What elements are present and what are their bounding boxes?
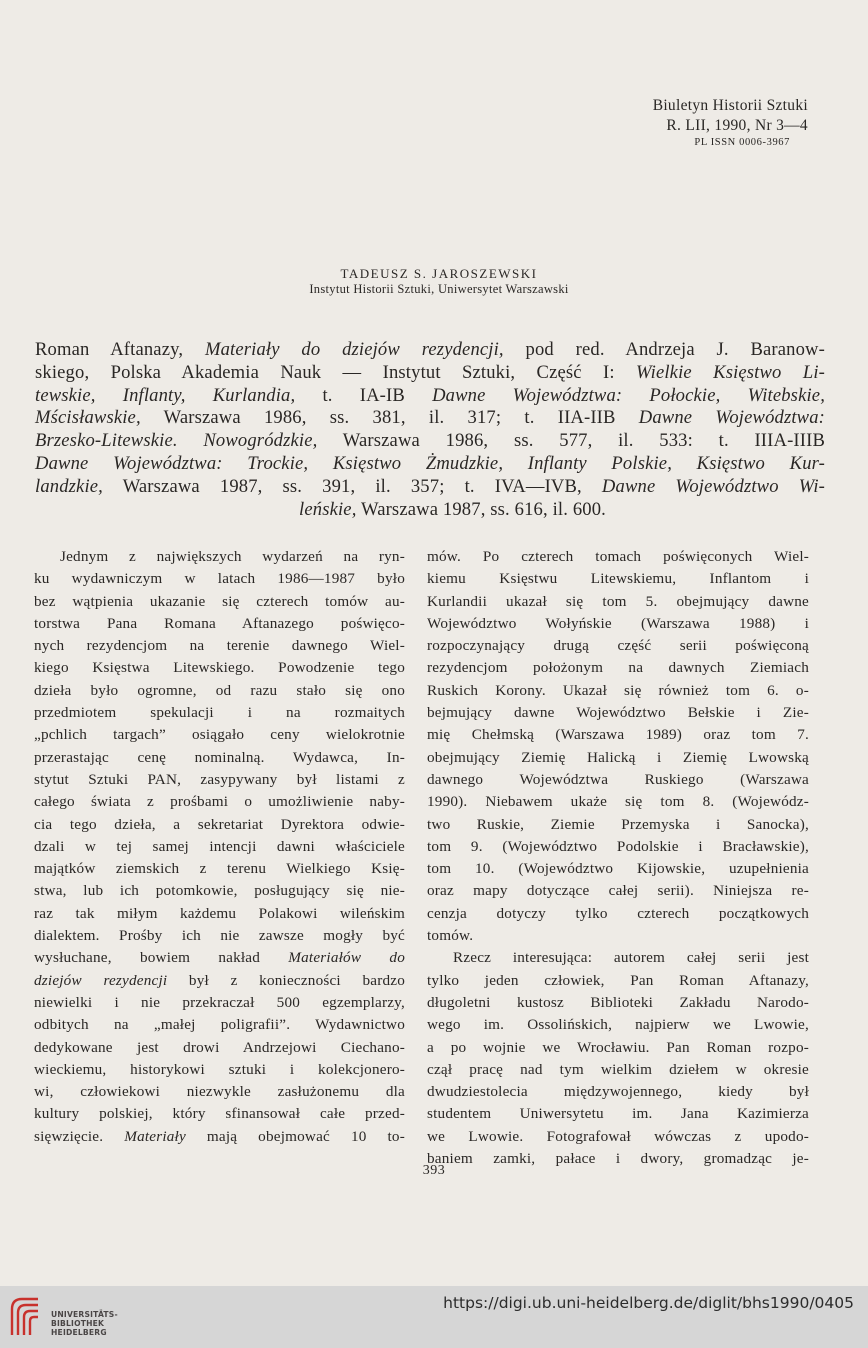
library-logo[interactable] (8, 1295, 118, 1341)
text-line (35, 339, 825, 362)
text-line (427, 702, 809, 724)
heidelberg-library-logo-icon (8, 1295, 42, 1339)
text-line (427, 1059, 809, 1081)
left-column-text (34, 546, 405, 1148)
page-number: 393 (422, 1163, 446, 1178)
text-line (35, 476, 825, 499)
text-line (427, 1081, 809, 1103)
text-line (34, 702, 405, 724)
text-segment: tom 9. (Województwo Podolskie i Bracławskie), (427, 837, 809, 855)
italic-text: Materiały (124, 1127, 186, 1145)
text-segment: czął pracę nad tym wielkim dziełem w okresie (427, 1060, 809, 1078)
text-segment: rezydencjom położonym na dawnych Ziemiach (427, 659, 809, 677)
text-segment: wego im. Ossolińskich, najpierw we Lwowie, (427, 1016, 809, 1034)
library-name-line-2: BIBLIOTHEK (51, 1319, 105, 1329)
text-segment: całego świata z prośbami o umożliwienie naby- (34, 793, 405, 811)
text-line (34, 814, 405, 836)
author-affiliation: Instytut Historii Sztuki, Uniwersytet Warszawski (309, 282, 569, 296)
text-segment: Warszawa 1986, ss. 381, il. 317; t. IIA-IIB (140, 407, 639, 429)
library-name-line-3: HEIDELBERG (51, 1328, 107, 1338)
text-line (34, 880, 405, 902)
text-segment: „pchlich targach” osiągało ceny wielokrotnie (34, 726, 405, 744)
text-line (34, 657, 405, 679)
text-segment: mają obejmować 10 to- (185, 1127, 405, 1145)
text-segment: Warszawa 1987, ss. 616, il. 600. (356, 498, 606, 520)
italic-text: Brzesko-Litewskie. Nowogródzkie, (35, 430, 318, 452)
text-line (427, 635, 809, 657)
italic-text: tewskie, Inflanty, Kurlandia, (35, 384, 296, 406)
text-segment: mów. Po czterech tomach poświęconych Wiel- (427, 548, 809, 565)
text-line (34, 568, 405, 590)
text-line (427, 925, 809, 947)
text-line (427, 814, 809, 836)
text-segment: majątków ziemskich z terenu Wielkiego Księ- (34, 860, 405, 878)
text-segment: Warszawa 1986, ss. 577, il. 533: t. IIIA-IIIB (317, 430, 825, 452)
text-segment: stwa, lub ich potomkowie, posługujący się nie- (34, 882, 405, 900)
text-line (34, 769, 405, 791)
author-name: TADEUSZ S. JAROSZEWSKI (340, 266, 538, 281)
journal-title: Biuletyn Historii Sztuki (652, 97, 808, 114)
text-segment: tylko jeden człowiek, Pan Roman Aftanazy, (427, 971, 809, 989)
text-segment: kiego Księstwa Litewskiego. Powodzenie tego (34, 659, 405, 677)
text-segment: nych rezydencjom na terenie dawnego Wiel- (34, 637, 405, 655)
text-segment: bez wątpienia ukazanie się czterech tomów au- (34, 592, 405, 610)
text-segment: tomów. (427, 927, 474, 945)
italic-text: landzkie, (35, 475, 103, 497)
text-line (34, 858, 405, 880)
text-segment: obejmujący Ziemię Halicką i Ziemię Lwowską (427, 748, 809, 766)
text-segment: kiemu Księstwu Litewskiemu, Inflantom i (427, 570, 809, 588)
text-segment: Jednym z największych wydarzeń na ryn- (60, 548, 405, 565)
italic-text: Wielkie Księstwo Li- (636, 361, 825, 383)
text-line (427, 970, 809, 992)
text-line (427, 858, 809, 880)
italic-text: Mścisławskie, (35, 407, 141, 429)
library-name (51, 1310, 118, 1338)
text-segment: Ruskich Korony. Ukazał się również tom 6. o- (427, 681, 809, 699)
author-block (0, 266, 868, 297)
text-segment: przedmiotem spekulacji i na rozmaitych (34, 704, 405, 722)
text-segment: wi, człowiekowi niezwykle zasłużonemu dla (34, 1083, 405, 1101)
text-line (427, 724, 809, 746)
text-line (427, 992, 809, 1014)
text-line (427, 1126, 809, 1148)
text-segment: torstwa Pana Romana Aftanazego poświęco- (34, 614, 405, 632)
text-segment: a po wojnie we Wrocławiu. Pan Roman rozpo- (427, 1038, 809, 1056)
text-line (427, 613, 809, 635)
text-line (34, 791, 405, 813)
text-line (35, 385, 825, 408)
text-line (34, 836, 405, 858)
text-segment: sięwzięcie. (34, 1127, 125, 1145)
text-line (427, 791, 809, 813)
text-line (427, 680, 809, 702)
text-segment: Kurlandii ukazał się tom 5. obejmujący dawne (427, 592, 809, 610)
text-line (427, 947, 809, 969)
text-segment: 1990). Niebawem ukaże się tom 8. (Wojewódz- (427, 793, 809, 811)
text-line (427, 568, 809, 590)
reviewed-work-citation (35, 339, 825, 521)
text-segment: we Lwowie. Fotografował wówczas z upodo- (427, 1127, 809, 1145)
text-line (427, 769, 809, 791)
text-segment: two Ruskie, Ziemie Przemyska i Sanocka), (427, 815, 809, 833)
document-url-link[interactable]: https://digi.ub.uni-heidelberg.de/diglit/bhs1990/0405 (443, 1294, 854, 1312)
text-segment: Województwo Wołyńskie (Warszawa 1988) i (427, 614, 809, 632)
text-line (34, 635, 405, 657)
text-line (35, 407, 825, 430)
text-line (34, 970, 405, 992)
text-segment: stytut Sztuki PAN, zasypywany był listami z (34, 770, 405, 788)
text-line (34, 992, 405, 1014)
text-segment: Rzecz interesująca: autorem całej serii jest (453, 949, 809, 967)
text-line (427, 747, 809, 769)
text-line (34, 613, 405, 635)
text-line (35, 362, 825, 385)
text-segment: dialektem. Prośby ich nie zawsze mogły być (34, 927, 405, 945)
text-segment: Roman Aftanazy, (35, 339, 205, 360)
text-segment: długoletni kustosz Biblioteki Zakładu Narodo- (427, 993, 809, 1011)
library-name-line-1: UNIVERSITÄTS- (51, 1310, 118, 1319)
text-segment: odbitych na „małej poligrafii”. Wydawnictwo (34, 1016, 405, 1034)
italic-text: Materiały do dziejów rezydencji, (204, 339, 504, 360)
text-segment: Warszawa 1987, ss. 391, il. 357; t. IVA—IVB, (102, 475, 602, 497)
text-line (35, 453, 825, 476)
text-segment: oraz mapy dotyczące całej serii). Niniejsza re- (427, 882, 809, 900)
text-segment: tom 10. (Województwo Kijowskie, uzupełnienia (427, 860, 809, 878)
text-line (34, 747, 405, 769)
text-segment: był z konieczności bardzo (167, 971, 405, 989)
viewer-footer (0, 1286, 868, 1348)
text-line (34, 903, 405, 925)
text-segment: baniem zamki, pałace i dwory, gromadząc je- (427, 1150, 809, 1168)
italic-text: Dawne Województwa: Trockie, Księstwo Żmudzkie, Inflanty Polskie, Księstwo Kur- (35, 452, 825, 474)
journal-volume: R. LII, 1990, Nr 3—4 (666, 117, 808, 134)
text-segment: kultury polskiej, który sfinansował całe przed- (34, 1105, 405, 1123)
text-segment: niewielki i nie przekraczał 500 egzemplarzy, (34, 993, 405, 1011)
text-line (34, 947, 405, 969)
text-segment: wieckiemu, historykowi sztuki i kolekcjonero- (34, 1060, 405, 1078)
text-segment: dzieła było ogromne, od razu stało się ono (34, 681, 405, 699)
text-line (35, 430, 825, 453)
text-line (34, 1059, 405, 1081)
text-line (34, 1014, 405, 1036)
italic-text: leńskie, (299, 498, 357, 520)
text-line (427, 903, 809, 925)
text-segment: mię Chełmską (Warszawa 1989) oraz tom 7. (427, 726, 809, 744)
italic-text: Dawne Województwa: (638, 407, 826, 429)
text-segment: skiego, Polska Akademia Nauk — Instytut Sztuki, Część I: (35, 361, 637, 383)
text-segment: pod red. Andrzeja J. Baranow- (503, 339, 825, 360)
text-segment: cenzja dotyczy tylko czterech początkowych (427, 904, 809, 922)
text-line (34, 1081, 405, 1103)
text-segment: dedykowane jest drowi Andrzejowi Ciechano- (34, 1038, 405, 1056)
journal-header (653, 96, 808, 150)
text-line (427, 591, 809, 613)
text-line (427, 836, 809, 858)
text-segment: wysłuchane, bowiem nakład (34, 949, 289, 967)
text-line (34, 925, 405, 947)
text-line (427, 1014, 809, 1036)
text-line (427, 657, 809, 679)
text-line (427, 1103, 809, 1125)
text-segment: t. IA-IB (295, 384, 433, 406)
text-line (34, 724, 405, 746)
text-segment: ku wydawniczym w latach 1986—1987 było (34, 570, 405, 588)
text-line (34, 1103, 405, 1125)
text-segment: raz tak miłym każdemu Polakowi wileńskim (34, 904, 405, 922)
text-segment: dzali w tej samej intencji dawni właściciele (34, 837, 405, 855)
text-line (34, 591, 405, 613)
text-line (427, 546, 809, 568)
text-segment: cia tego dzieła, a sekretariat Dyrektora odwie- (34, 815, 405, 833)
text-segment: studentem Uniwersytetu im. Jana Kazimierza (427, 1105, 809, 1123)
text-line (427, 1037, 809, 1059)
italic-text: Materiałów do (288, 949, 405, 967)
text-segment: przerastając cenę nominalną. Wydawca, In- (34, 748, 405, 766)
text-segment: bejmujący dawne Województwo Bełskie i Zie- (427, 704, 809, 722)
text-segment: dwudziestolecia międzywojennego, kiedy był (427, 1083, 809, 1101)
italic-text: dziejów rezydencji (34, 971, 168, 989)
text-line (34, 680, 405, 702)
italic-text: Dawne Województwa: Połockie, Witebskie, (432, 384, 825, 406)
text-line (35, 499, 825, 522)
text-line (34, 1126, 405, 1148)
text-line (34, 546, 405, 568)
text-segment: dawnego Województwa Ruskiego (Warszawa (427, 770, 809, 788)
text-line (427, 880, 809, 902)
journal-issn: PL ISSN 0006-3967 (694, 137, 790, 148)
italic-text: Dawne Województwo Wi- (601, 475, 825, 497)
text-segment: rozpoczynający drugą część serii poświęconą (427, 637, 809, 655)
text-line (34, 1037, 405, 1059)
right-column-text (427, 546, 809, 1170)
